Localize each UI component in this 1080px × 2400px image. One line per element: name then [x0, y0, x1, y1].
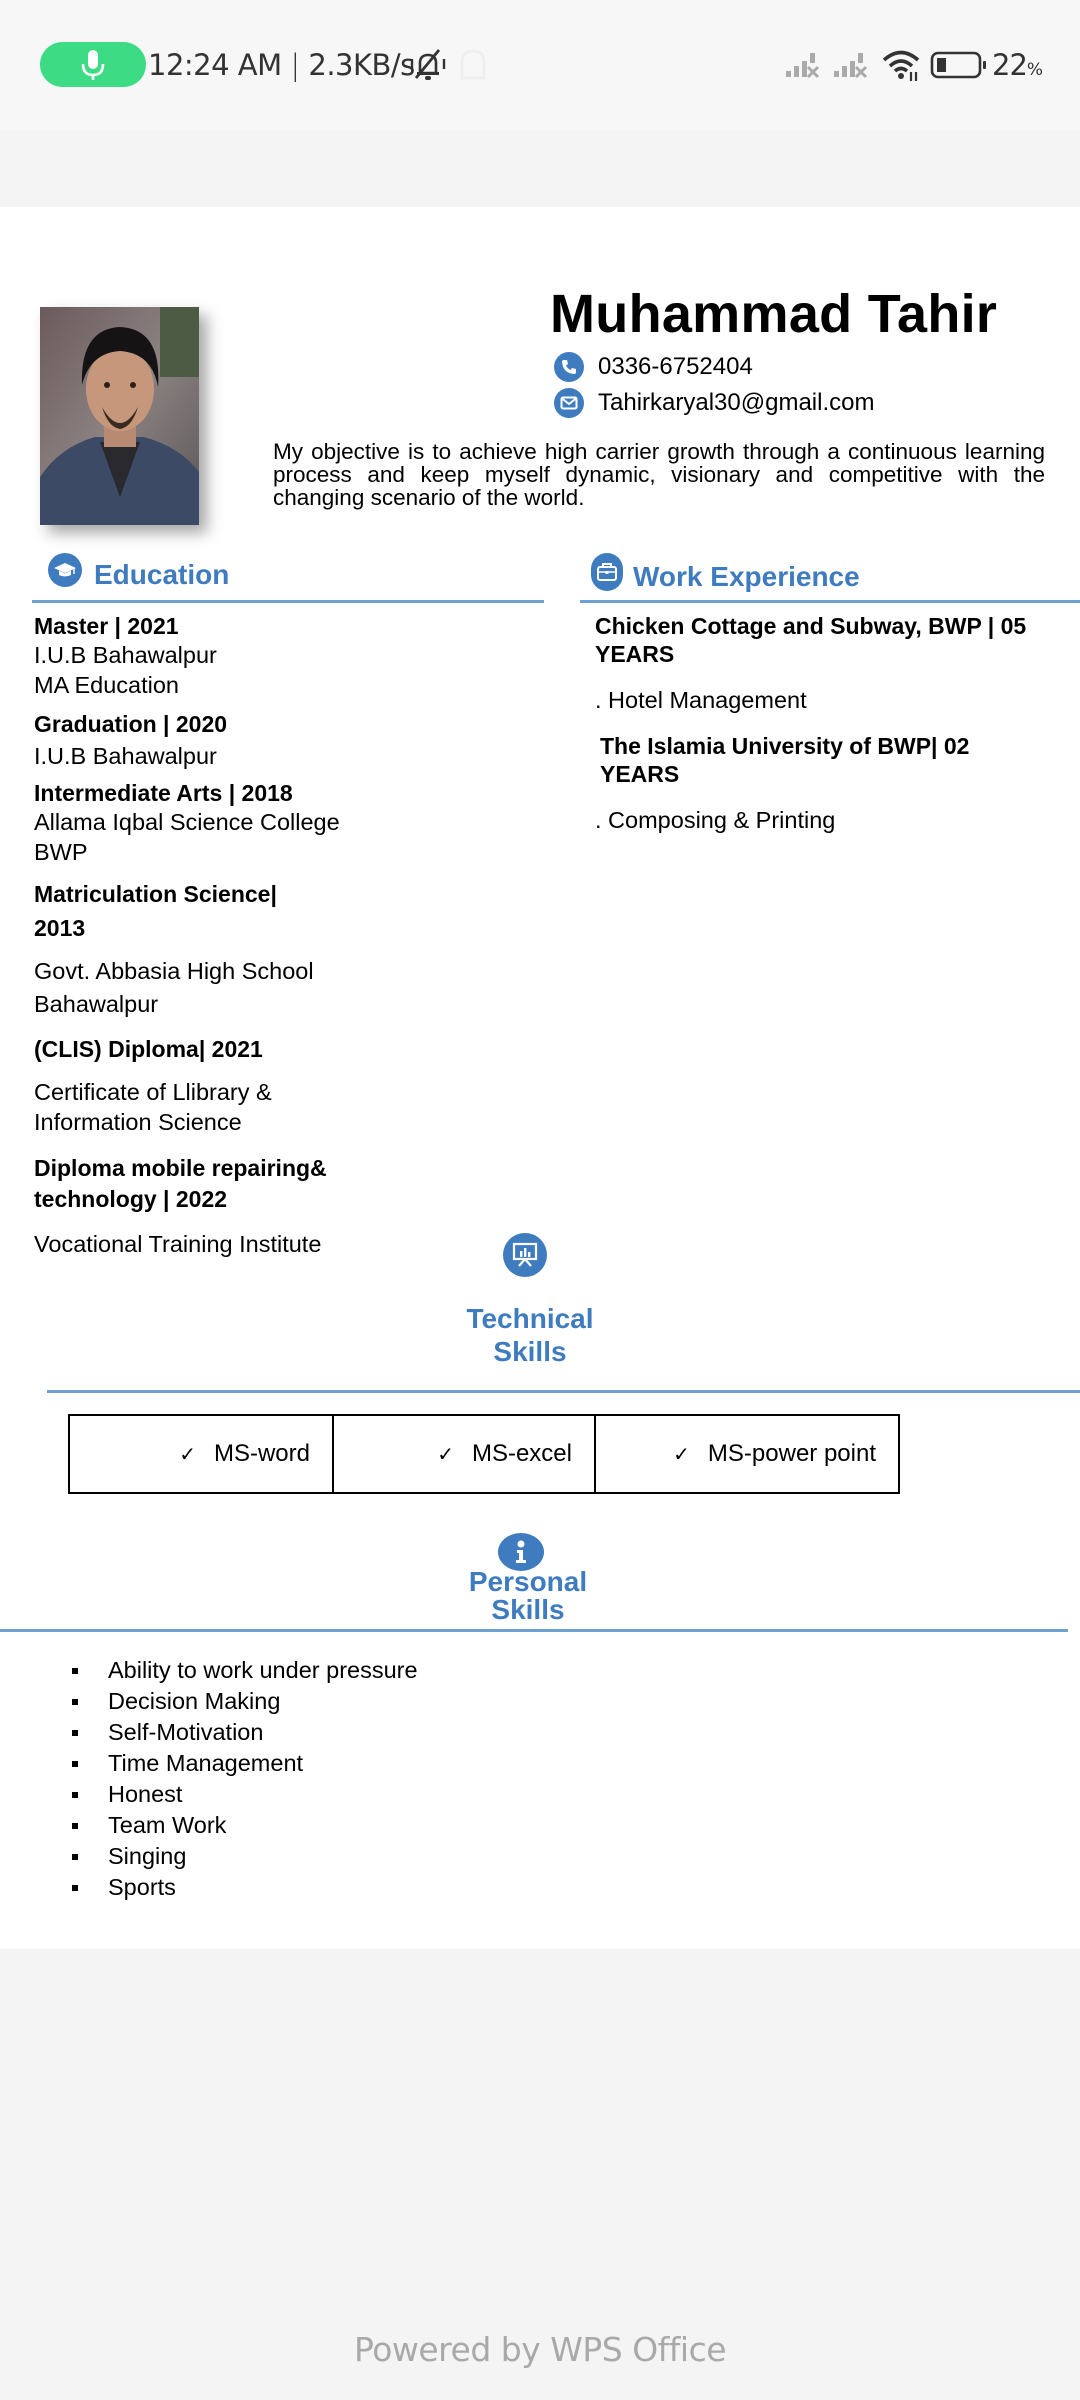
work-list	[595, 612, 1026, 835]
list-item: Time Management	[70, 1748, 418, 1779]
education-title: Education	[94, 559, 230, 590]
work-entry	[595, 612, 1026, 715]
check-icon: ✓	[673, 1442, 690, 1466]
work-heading: The Islamia University of BWP| 02	[600, 733, 970, 759]
presentation-chart-icon	[503, 1233, 547, 1277]
work-detail: . Hotel Management	[595, 687, 807, 713]
wifi-icon	[882, 48, 922, 82]
status-time-speed	[148, 46, 415, 84]
education-line: Allama Iqbal Science College	[34, 809, 340, 835]
status-network-speed: 2.3KB/s	[308, 48, 415, 82]
education-line: I.U.B Bahawalpur	[34, 642, 217, 668]
technical-skill: MS-word	[213, 1440, 310, 1467]
work-heading: Chicken Cottage and Subway, BWP | 05	[595, 613, 1027, 639]
signal-no-service-icon	[786, 49, 826, 81]
education-heading: 2013	[34, 915, 86, 941]
education-heading: Master | 2021	[34, 613, 179, 639]
list-item: Team Work	[70, 1810, 418, 1841]
status-time: 12:24 AM	[148, 48, 282, 82]
list-item: Ability to work under pressure	[70, 1655, 418, 1686]
email-icon	[554, 388, 584, 418]
briefcase-icon	[591, 553, 623, 591]
profile-photo	[40, 307, 199, 525]
education-entry	[34, 1153, 340, 1259]
education-line: MA Education	[34, 672, 180, 698]
education-line: Govt. Abbasia High School	[34, 958, 314, 984]
list-item: Decision Making	[70, 1686, 418, 1717]
list-item: Sports	[70, 1872, 418, 1903]
bullet-icon	[72, 1730, 78, 1736]
bullet-icon	[72, 1699, 78, 1705]
technical-skills-rule	[47, 1390, 1080, 1393]
education-list	[34, 612, 340, 1259]
education-line: Vocational Training Institute	[34, 1231, 322, 1257]
education-heading: technology | 2022	[34, 1186, 228, 1212]
profile-photo-image	[40, 307, 199, 525]
education-heading: Intermediate Arts | 2018	[34, 780, 293, 806]
education-heading: Graduation | 2020	[34, 711, 228, 737]
list-item: Honest	[70, 1779, 418, 1810]
mute-bell-icon	[408, 47, 448, 83]
technical-skill: MS-excel	[471, 1440, 572, 1467]
education-entry	[34, 612, 340, 700]
work-detail: . Composing & Printing	[595, 807, 836, 833]
bullet-icon	[72, 1792, 78, 1798]
personal-skills-rule	[0, 1629, 1068, 1632]
bullet-icon	[72, 1761, 78, 1767]
mic-recording-indicator[interactable]	[40, 42, 146, 87]
graduation-cap-icon	[48, 553, 82, 587]
signal-no-service-icon	[834, 49, 874, 81]
check-icon: ✓	[179, 1442, 196, 1466]
education-heading: Diploma mobile repairing&	[34, 1155, 327, 1181]
work-experience-rule	[580, 600, 1080, 603]
notification-ghost-icon	[458, 48, 488, 82]
mic-icon	[80, 48, 106, 82]
education-header	[48, 553, 229, 591]
email-address: Tahirkaryal30@gmail.com	[598, 389, 875, 416]
status-right-icons	[786, 46, 1042, 84]
bullet-icon	[72, 1823, 78, 1829]
education-line: Information Science	[34, 1109, 242, 1135]
technical-skill-cell	[595, 1415, 899, 1493]
bullet-icon	[72, 1668, 78, 1674]
technical-skill: MS-power point	[707, 1440, 876, 1467]
work-heading: YEARS	[600, 761, 680, 787]
candidate-name: Muhammad Tahir	[550, 284, 998, 344]
check-icon: ✓	[437, 1442, 454, 1466]
phone-number: 0336-6752404	[598, 353, 753, 380]
technical-skills-title: Technical Skills	[466, 1303, 594, 1367]
education-entry	[34, 779, 340, 867]
education-heading: Matriculation Science|	[34, 881, 277, 907]
phone-row	[554, 350, 753, 384]
technical-skills-table	[68, 1414, 900, 1494]
education-entry	[34, 1035, 340, 1137]
battery-icon	[930, 50, 988, 80]
personal-skills-list	[70, 1655, 418, 1903]
work-entry	[600, 732, 1026, 788]
technical-skill-cell	[69, 1415, 333, 1493]
education-rule	[32, 600, 544, 603]
education-line: I.U.B Bahawalpur	[34, 743, 217, 769]
work-experience-title: Work Experience	[633, 561, 860, 592]
email-row	[554, 386, 874, 420]
education-line: Certificate of Llibrary &	[34, 1079, 272, 1105]
education-entry	[34, 877, 340, 1021]
battery-percent: 22%	[992, 48, 1043, 82]
bullet-icon	[72, 1854, 78, 1860]
list-item: Self-Motivation	[70, 1717, 418, 1748]
work-experience-header	[591, 553, 860, 593]
career-objective: My objective is to achieve high carrier growth through a continuous learning process and keep myself dynamic, visionary and competitive with the changing scenario of the world.	[273, 439, 1045, 510]
status-separator: |	[290, 48, 300, 82]
work-heading: YEARS	[595, 641, 675, 667]
list-item: Singing	[70, 1841, 418, 1872]
education-heading: (CLIS) Diploma| 2021	[34, 1036, 263, 1062]
education-line: Bahawalpur	[34, 991, 159, 1017]
education-line: BWP	[34, 839, 88, 865]
powered-by-footer: Powered by WPS Office	[353, 2330, 727, 2369]
education-entry	[34, 710, 340, 771]
bullet-icon	[72, 1885, 78, 1891]
phone-icon	[554, 352, 584, 382]
personal-skills-title: Personal Skills	[468, 1566, 588, 1625]
technical-skill-cell	[333, 1415, 595, 1493]
